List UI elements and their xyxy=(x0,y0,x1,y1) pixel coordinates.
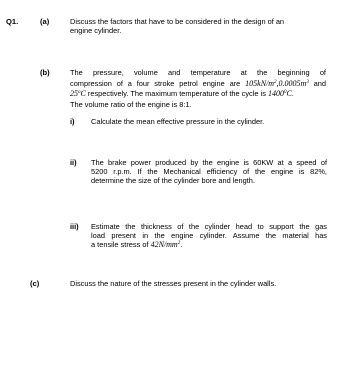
pressure-exponent: 2 xyxy=(274,79,277,85)
subpart-iii-line3-text: a tensile stress of xyxy=(91,240,151,249)
subpart-iii-line1: Estimate the thickness of the cylinder head to support the gas xyxy=(91,222,327,231)
subpart-i-label: i) xyxy=(70,117,75,126)
initial-temp-unit: C xyxy=(80,89,86,98)
subpart-ii-line2: 5200 r.p.m. If the Mechanical efficiency of the engine is 82%, xyxy=(91,167,327,176)
subpart-ii-line3: determine the size of the cylinder bore and length. xyxy=(91,176,255,185)
part-b-line1: The pressure, volume and temperature at the beginning of xyxy=(70,68,326,77)
subpart-i-text: Calculate the mean effective pressure in the cylinder. xyxy=(91,117,265,126)
initial-temperature xyxy=(70,89,86,98)
part-a-label: (a) xyxy=(40,17,50,26)
part-a-text xyxy=(70,17,330,35)
tensile-stress-base: 42N/mm xyxy=(150,240,178,249)
subpart-iii-line2: load present in the engine cylinder. Assume the material has xyxy=(91,231,327,240)
part-b-line2 xyxy=(70,79,326,90)
part-b-line3-end: . xyxy=(291,89,294,98)
pressure-value-base: 105kN/m xyxy=(245,78,275,88)
subpart-iii-line3 xyxy=(91,240,327,249)
part-b-line3-text: respectively. The maximum temperature of the cycle is xyxy=(85,89,268,98)
part-b-line2-text: compression of a four stroke petrol engine are xyxy=(70,78,246,88)
part-b-intro xyxy=(70,68,326,110)
tensile-stress-exponent: 2 xyxy=(177,241,181,246)
part-b-line2-end: and xyxy=(308,78,327,88)
part-a-line2: engine cylinder. xyxy=(70,26,122,35)
volume-exponent: 3 xyxy=(306,79,309,85)
subpart-ii-text xyxy=(91,158,327,185)
max-temp-value: 1400 xyxy=(267,89,284,98)
volume-value-base: ,0.0005m xyxy=(276,78,307,88)
subpart-iii-label: iii) xyxy=(70,222,79,231)
question-number: Q1. xyxy=(6,17,19,26)
part-a-line1: Discuss the factors that have to be considered in the design of an xyxy=(70,17,285,26)
subpart-iii-line3-end: . xyxy=(180,240,183,249)
tensile-stress-value xyxy=(151,240,181,249)
initial-temp-degree: o xyxy=(78,90,81,95)
part-c-label: (c) xyxy=(30,279,40,288)
subpart-ii-line1: The brake power produced by the engine is 60KW at a speed of xyxy=(91,158,327,167)
subpart-ii-label: ii) xyxy=(70,158,77,167)
part-b-line4: The volume ratio of the engine is 8:1. xyxy=(70,99,192,109)
max-temp-degree: 0 xyxy=(283,90,287,95)
initial-temp-value: 25 xyxy=(70,89,78,98)
max-temp-unit: C xyxy=(286,89,292,98)
part-b-line3 xyxy=(70,89,326,100)
part-b-label: (b) xyxy=(40,68,50,77)
subpart-iii-text xyxy=(91,222,327,249)
pressure-value xyxy=(245,79,309,88)
part-c-text: Discuss the nature of the stresses present in the cylinder walls. xyxy=(70,279,277,288)
max-temperature xyxy=(268,89,292,98)
